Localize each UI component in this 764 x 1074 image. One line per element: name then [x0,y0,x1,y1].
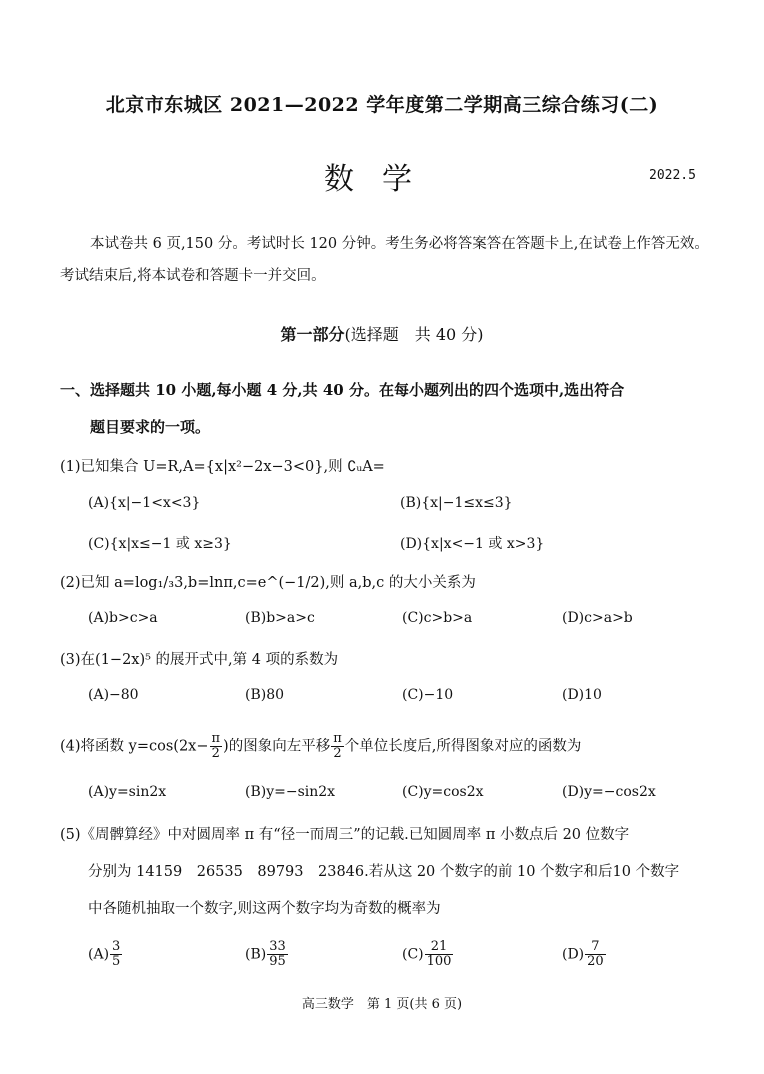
q2-option-b: (B)b>a>c [245,610,315,626]
q4-option-d: (D)y=−cos2x [562,784,656,800]
subject-heading: 数学 [324,162,440,197]
q5-option-b-fraction [267,940,288,969]
q5-option-c-label: (C) [402,946,424,963]
q4-stem-mid: )的图象向左平移 [223,738,331,755]
q5-option-a-fraction [110,940,122,969]
q1-stem: (1)已知集合 U=R,A={x|x²−2x−3<0},则 ∁ᵤA= [60,459,385,475]
section-one-line1: 一、选择题共 10 小题,每小题 4 分,共 40 分。在每小题列出的四个选项中,选出符合 [60,381,625,399]
q5-line1: (5)《周髀算经》中对圆周率 π 有“径一而周三”的记载.已知圆周率 π 小数点后 20 位数字 [60,827,630,843]
q4-shift-num: π [333,731,342,746]
q4-stem-pre: (4)将函数 y=cos(2x− [60,738,209,755]
q4-fraction-shift [331,732,344,761]
q2-option-a: (A)b>c>a [88,610,158,626]
q4-frac-den: 2 [211,746,220,761]
q5-b-den: 95 [269,954,286,969]
q1-option-b: (B){x|−1≤x≤3} [400,495,513,511]
q4-frac-num: π [211,731,221,746]
q1-option-a: (A){x|−1<x<3} [88,495,201,511]
q5-option-d [562,940,607,969]
q4-stem [60,732,581,761]
q1-option-d: (D){x|x<−1 或 x>3} [400,536,545,552]
q5-b-num: 33 [269,939,286,954]
q4-stem-post: 个单位长度后,所得图象对应的函数为 [344,738,582,755]
q5-option-c [402,940,454,969]
q3-option-c: (C)−10 [402,687,454,703]
q3-stem: (3)在(1−2x)⁵ 的展开式中,第 4 项的系数为 [60,652,339,668]
section-one-instructions [60,372,710,446]
q1-option-c: (C){x|x≤−1 或 x≥3} [88,536,232,552]
q5-option-d-label: (D) [562,946,585,963]
q5-option-a-label: (A) [88,946,110,963]
section-one-line2: 题目要求的一项。 [90,418,211,436]
q5-d-den: 20 [587,954,604,969]
part-one-heading [0,322,764,345]
q5-line2: 分别为 14159 26535 89793 23846.若从这 20 个数字的前 10 个数字和后10 个数字 [88,864,680,880]
q4-option-b: (B)y=−sin2x [245,784,336,800]
q5-option-b-label: (B) [245,946,267,963]
q4-option-a: (A)y=sin2x [88,784,167,800]
q5-option-b [245,940,289,969]
q5-option-a [88,940,123,969]
exam-instructions: 本试卷共 6 页,150 分。考试时长 120 分钟。考生务必将答案答在答题卡上,在试卷上作答无效。考试结束后,将本试卷和答题卡一并交回。 [60,236,709,284]
q5-option-d-fraction [585,940,606,969]
q5-line3: 中各随机抽取一个数字,则这两个数字均为奇数的概率为 [88,901,441,917]
part-one-note: (选择题 共 40 分) [344,325,484,344]
q5-c-num: 21 [425,940,454,955]
page-footer: 高三数学 第 1 页(共 6 页) [301,997,463,1012]
exam-title: 北京市东城区 2021—2022 学年度第二学期高三综合练习(二) [105,94,659,116]
q5-d-num: 7 [585,940,606,955]
q3-option-a: (A)−80 [88,687,139,703]
exam-date: 2022.5 [649,168,696,183]
q2-stem: (2)已知 a=log₁/₃3,b=lnπ,c=e^(−1/2),则 a,b,c 的大小关系为 [60,575,476,591]
q5-option-c-fraction [425,940,454,969]
q3-option-b: (B)80 [245,687,285,703]
q5-a-den: 5 [112,954,121,969]
q4-option-c: (C)y=cos2x [402,784,484,800]
q4-fraction-pi-over-2 [210,732,223,761]
q2-option-d: (D)c>a>b [562,610,633,626]
q5-a-num: 3 [112,939,121,954]
q5-c-den: 100 [426,954,452,969]
q2-option-c: (C)c>b>a [402,610,473,626]
part-one-label: 第一部分 [280,325,345,344]
q3-option-d: (D)10 [562,687,602,703]
q4-shift-den: 2 [333,746,342,761]
